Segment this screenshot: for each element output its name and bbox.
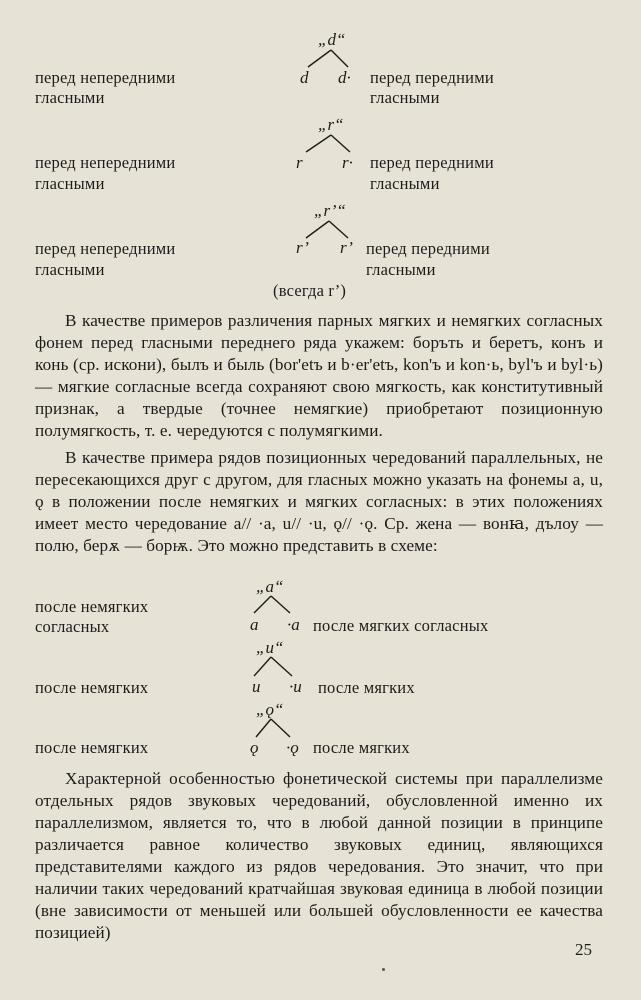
right-symbol: ·ǫ	[286, 738, 299, 757]
paragraph-3-text: Характерной особенностью фонетической системы при параллелизме отдельных рядов звуковых чередований, обусловленной именно их параллелизмом, является то, что в любой данной позиции в принципе различается равное количество звуковых единиц, являющихся представителями каждого из рядов чередования. Это значит, что при наличии таких чередований кратчайшая звуковая единица в любой позиции (вне зависимости от меньшей или большей обусловленности ее качества позицией)	[35, 769, 603, 942]
scheme-top-symbol: „a“	[256, 577, 284, 596]
scheme-top-symbol: „r“	[318, 115, 344, 134]
right-symbol: ·a	[287, 615, 300, 634]
right-label-line1: перед передними	[370, 68, 494, 87]
scheme-top-symbol: „d“	[318, 30, 346, 49]
left-symbol: r	[296, 153, 303, 172]
right-label: после мягких	[313, 738, 410, 757]
right-label: после мягких	[318, 678, 415, 697]
scheme-top-symbol: „r’“	[314, 201, 346, 220]
print-speck	[382, 968, 385, 971]
left-label-line1: перед непередними	[35, 68, 176, 87]
right-label-line1: перед передними	[366, 239, 490, 258]
right-symbol: r·	[342, 153, 353, 172]
scheme-top-symbol: „u“	[256, 638, 284, 657]
scheme-note: (всегда r’)	[273, 281, 347, 300]
right-label-line1: перед передними	[370, 153, 494, 172]
right-label-line2: гласными	[366, 260, 436, 279]
right-label: после мягких согласных	[313, 616, 489, 635]
left-symbol: a	[250, 615, 259, 634]
left-label-line2: гласными	[35, 260, 105, 279]
right-symbol: r’	[340, 238, 353, 257]
left-label-line2: гласными	[35, 88, 105, 107]
left-symbol: d	[300, 68, 309, 87]
left-label-line1: перед непередними	[35, 153, 176, 172]
left-label-line1: после немягких	[35, 678, 149, 697]
left-label-line1: перед непередними	[35, 239, 176, 258]
right-symbol: ·u	[289, 677, 302, 696]
left-symbol: ǫ	[250, 738, 259, 757]
left-label-line2: гласными	[35, 174, 105, 193]
paragraph-2-text: В качестве примера рядов позиционных чередований параллельных, не пересекающихся друг с другом, для гласных можно указать на фонемы a, u, ǫ в положении после немягких и мягких согласных: в этих положениях имеет место чередование a// ·a, u// ·u, ǫ// ·ǫ. Ср. жена — вонꙗ, дълоу — полю, берѫ — борѭ. Это можно представить в схеме:	[35, 448, 603, 555]
left-symbol: u	[252, 677, 261, 696]
left-label-line1: после немягких	[35, 597, 149, 616]
right-symbol: d·	[338, 68, 351, 87]
paragraph-1-text: В качестве примеров различения парных мягких и немягких согласных фонем перед гласными переднего ряда укажем: боръть и беретъ, конъ и конь (ср. искони), былъ и быль (bor'etъ и b·er'etъ, kon'ъ и kon·ь, byl'ъ и byl·ь) — мягкие согласные всегда сохраняют свою мягкость, как конститутивный признак, а твердые (точнее немягкие) приобретают позиционную полумягкость, т. е. чередуются с полумягкими.	[35, 311, 603, 440]
page-number: 25	[575, 940, 592, 959]
scheme-top-symbol: „ǫ“	[256, 700, 284, 719]
right-label-line2: гласными	[370, 88, 440, 107]
right-label-line2: гласными	[370, 174, 440, 193]
left-label-line2: согласных	[35, 617, 110, 636]
paragraph-3	[35, 768, 603, 944]
left-label-line1: после немягких	[35, 738, 149, 757]
left-symbol: r’	[296, 238, 309, 257]
